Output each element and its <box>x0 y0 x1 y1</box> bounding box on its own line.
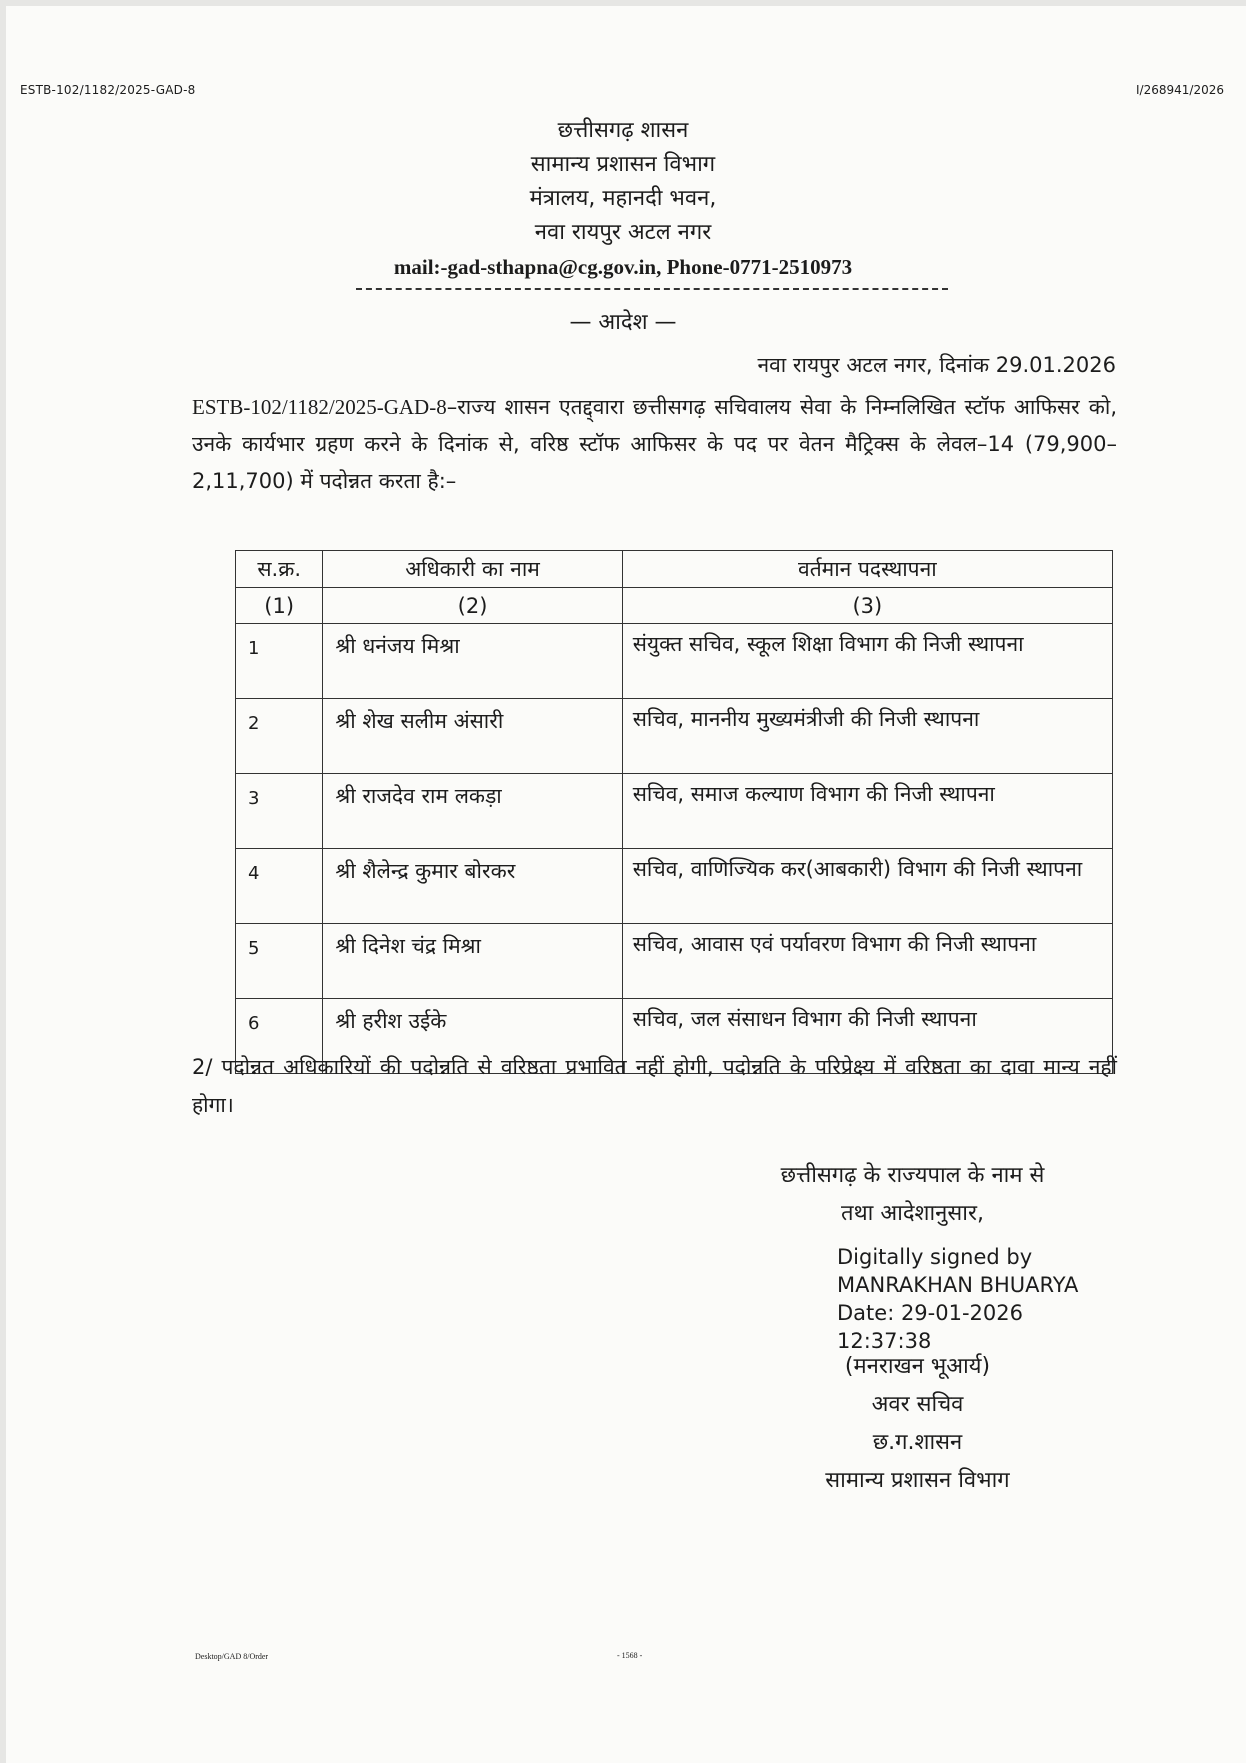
officer-name: श्री दिनेश चंद्र मिश्रा <box>323 924 622 999</box>
col-number: (2) <box>323 588 622 624</box>
current-posting: संयुक्त सचिव, स्कूल शिक्षा विभाग की निजी स्थापना <box>622 624 1112 699</box>
serial-cell: 4 <box>236 849 323 924</box>
col-number: (3) <box>622 588 1112 624</box>
serial-cell: 3 <box>236 774 323 849</box>
serial-cell: 5 <box>236 924 323 999</box>
col-number: (1) <box>236 588 323 624</box>
current-posting: सचिव, माननीय मुख्यमंत्रीजी की निजी स्थापना <box>622 699 1112 774</box>
officer-name: श्री हरीश उईके <box>323 999 622 1074</box>
officer-name: श्री शेख सलीम अंसारी <box>323 699 622 774</box>
current-posting: सचिव, समाज कल्याण विभाग की निजी स्थापना <box>622 774 1112 849</box>
header-posting: वर्तमान पदस्थापना <box>622 551 1112 588</box>
table-row <box>236 849 1113 924</box>
promotion-table <box>235 550 1113 1074</box>
serial-cell: 2 <box>236 699 323 774</box>
office-address: मंत्रालय, महानदी भवन, <box>529 186 717 211</box>
footer-path: Desktop/GAD 8/Order <box>195 1652 269 1661</box>
current-posting: सचिव, जल संसाधन विभाग की निजी स्थापना <box>622 999 1112 1074</box>
seniority-paragraph: 2/ पदोन्नत अधिकारियों की पदोन्नति से वरिष्ठता प्रभावित नहीं होगी, पदोन्नति के परिप्रेक्ष्य में वरिष्ठता का दावा मान्य नहीं होगा। <box>192 1055 1117 1117</box>
signature-date: Date: 29-01-2026 <box>837 1301 1023 1325</box>
contact-line: mail:-gad-sthapna@cg.gov.in, Phone-0771-2510973 <box>393 255 853 279</box>
officer-name: श्री राजदेव राम लकड़ा <box>323 774 622 849</box>
header-name: अधिकारी का नाम <box>323 551 622 588</box>
serial-cell: 1 <box>236 624 323 699</box>
order-title: — आदेश — <box>569 310 677 335</box>
file-reference: ESTB-102/1182/2025-GAD-8 <box>20 83 196 97</box>
authority-block <box>735 1157 1090 1233</box>
document-id: I/268941/2026 <box>1136 83 1224 97</box>
signatory-designation: अवर सचिव <box>871 1392 964 1417</box>
signatory-department: सामान्य प्रशासन विभाग <box>825 1468 1010 1493</box>
city-name: नवा रायपुर अटल नगर <box>534 220 712 245</box>
serial-cell: 6 <box>236 999 323 1074</box>
govt-name: छत्तीसगढ़ शासन <box>557 118 689 143</box>
letterhead <box>0 114 1246 283</box>
authority-line: तथा आदेशानुसार, <box>841 1201 984 1226</box>
place-date: नवा रायपुर अटल नगर, दिनांक 29.01.2026 <box>757 353 1116 377</box>
current-posting: सचिव, वाणिज्यिक कर(आबकारी) विभाग की निजी स्थापना <box>622 849 1112 924</box>
digital-signature <box>837 1243 1078 1355</box>
officer-name: श्री शैलेन्द्र कुमार बोरकर <box>323 849 622 924</box>
signatory-name: (मनराखन भूआर्य) <box>844 1354 991 1379</box>
table-row <box>236 774 1113 849</box>
signatory-govt: छ.ग.शासन <box>872 1430 963 1455</box>
header-serial: स.क्र. <box>236 551 323 588</box>
signature-time: 12:37:38 <box>837 1329 932 1353</box>
department-name: सामान्य प्रशासन विभाग <box>530 152 716 177</box>
signature-line: Digitally signed by <box>837 1245 1033 1269</box>
order-paragraph <box>192 389 1117 500</box>
signer-name: MANRAKHAN BHUARYA <box>837 1273 1079 1297</box>
table-row <box>236 624 1113 699</box>
order-text: –राज्य शासन एतद्द्वारा छत्तीसगढ़ सचिवालय सेवा के निम्नलिखित स्टॉफ आफिसर को, उनके कार्यभार ग्रहण करने के दिनांक से, वरिष्ठ स्टॉफ आफिसर के पद पर वेतन मैट्रिक्स के लेवल–14 (79,900–2,11,700) में पदोन्नत करता है:– <box>192 395 1117 493</box>
dashed-divider <box>356 288 948 290</box>
order-reference: ESTB-102/1182/2025-GAD-8 <box>192 395 447 419</box>
table-row <box>236 699 1113 774</box>
current-posting: सचिव, आवास एवं पर्यावरण विभाग की निजी स्थापना <box>622 924 1112 999</box>
authority-line: छत्तीसगढ़ के राज्यपाल के नाम से <box>780 1163 1045 1188</box>
signatory-block <box>780 1348 1055 1500</box>
table-row <box>236 924 1113 999</box>
page-number: - 1568 - <box>617 1651 643 1660</box>
officer-name: श्री धनंजय मिश्रा <box>323 624 622 699</box>
